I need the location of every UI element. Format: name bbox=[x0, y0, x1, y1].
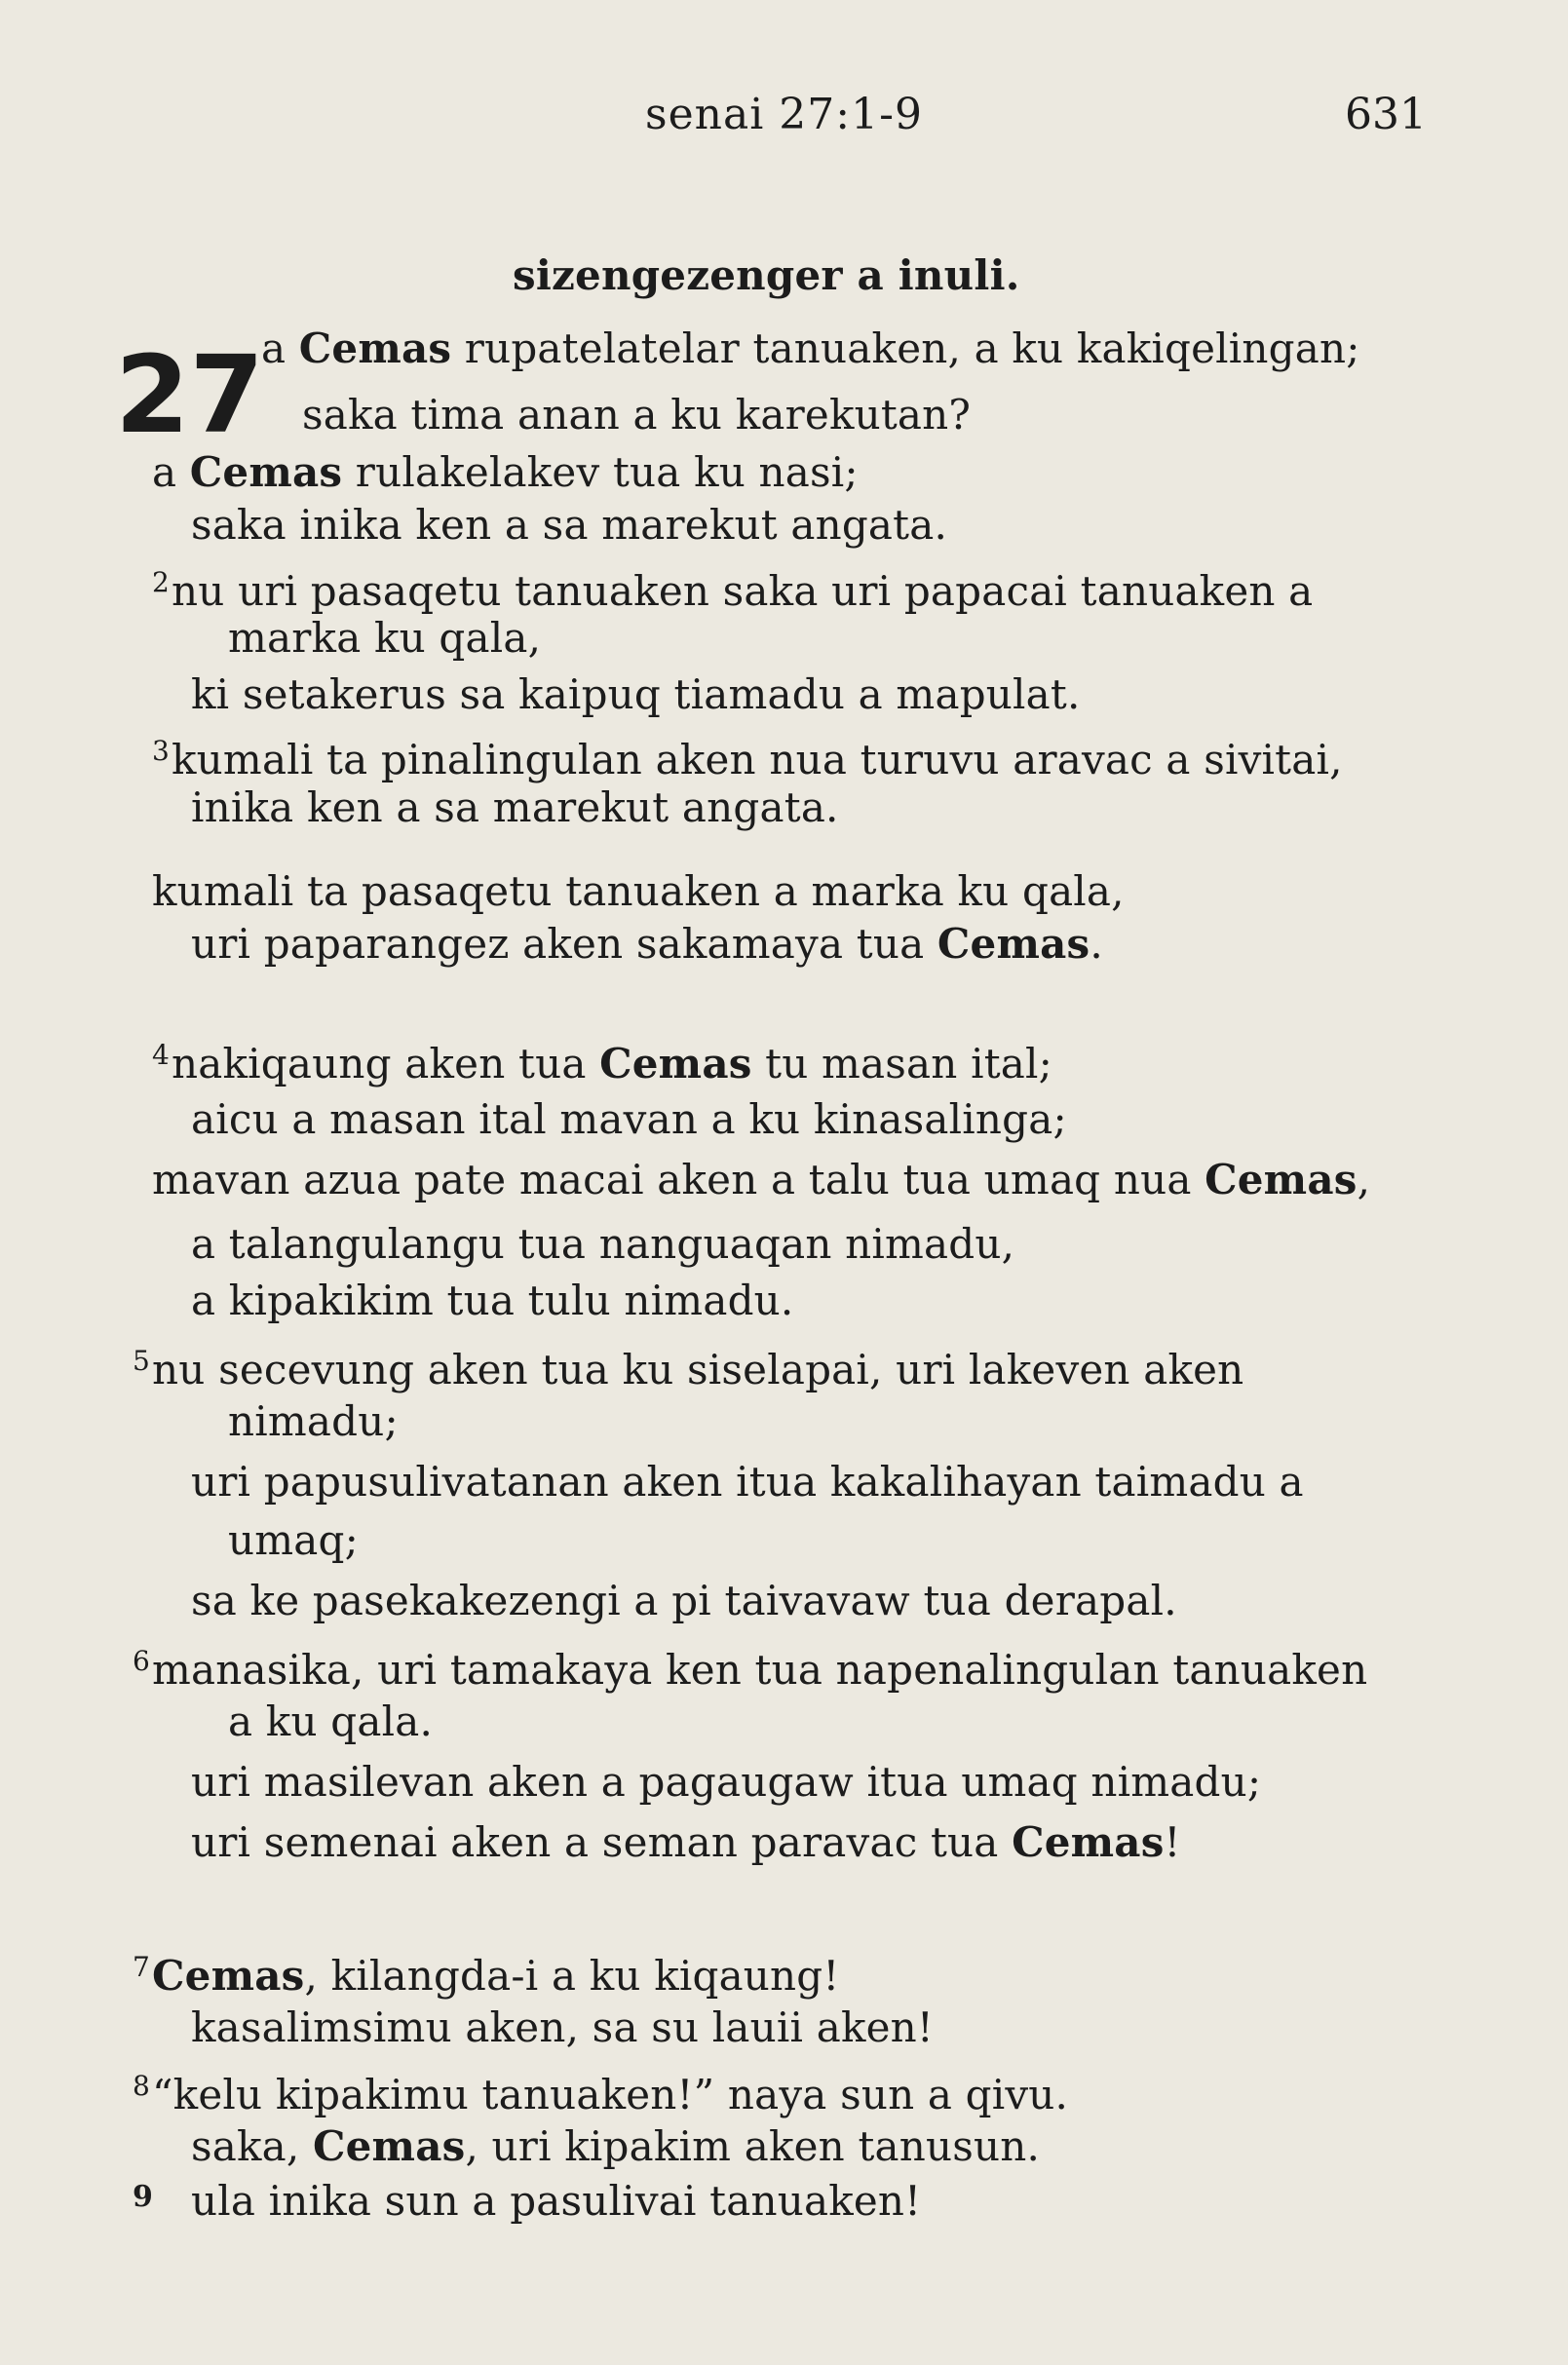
verse-line: ki setakerus sa kaipuq tiamadu a mapulat. bbox=[191, 670, 1081, 718]
verse-line: uri paparangez aken sakamaya tua Cemas. bbox=[191, 920, 1103, 968]
verse-line: saka tima anan a ku karekutan? bbox=[302, 391, 972, 439]
verse-number: 8 bbox=[133, 2070, 151, 2102]
verse-line: a Cemas rupatelatelar tanuaken, a ku kakiqelingan; bbox=[261, 324, 1360, 372]
verse-line: $^3$kumali ta pinalingulan aken nua turuvu aravac a sivitai, bbox=[152, 735, 1343, 783]
verse-number: 7 bbox=[133, 1951, 151, 1983]
verse-line: mavan azua pate macai aken a talu tua umaq nua Cemas, bbox=[152, 1156, 1371, 1203]
verse-line: uri papusulivatanan aken itua kakalihayan taimadu a bbox=[191, 1458, 1304, 1506]
verse-number: 2 bbox=[152, 566, 171, 598]
verse-line: uri semenai aken a seman paravac tua Cemas! bbox=[191, 1818, 1181, 1866]
divine-name: Cemas bbox=[313, 2122, 466, 2170]
verse-line: saka, Cemas, uri kipakim aken tanusun. bbox=[191, 2122, 1041, 2170]
verse-line: kasalimsimu aken, sa su lauii aken! bbox=[191, 2003, 934, 2051]
verse-line: $^7$Cemas, kilangda-i a ku kiqaung! bbox=[133, 1951, 840, 2000]
verse-line: a kipakikim tua tulu nimadu. bbox=[191, 1277, 794, 1324]
running-header: senai 27:1-9 bbox=[645, 90, 923, 139]
page-number: 631 bbox=[1345, 90, 1427, 139]
verse-line: sa ke pasekakezengi a pi taivavaw tua derapal. bbox=[191, 1577, 1177, 1624]
divine-name: Cemas bbox=[152, 1952, 305, 2000]
divine-name: Cemas bbox=[189, 448, 343, 496]
verse-line: sizengezenger a inuli. bbox=[513, 251, 1020, 299]
chapter-number: 27 bbox=[115, 332, 265, 457]
verse-number: 4 bbox=[152, 1039, 171, 1071]
verse-line: a Cemas rulakelakev tua ku nasi; bbox=[152, 448, 859, 496]
verse-line: umaq; bbox=[228, 1516, 359, 1564]
verse-number: 3 bbox=[152, 735, 171, 767]
verse-line: $^6$manasika, uri tamakaya ken tua napenalingulan tanuaken bbox=[133, 1645, 1368, 1694]
verse-line: inika ken a sa marekut angata. bbox=[191, 783, 839, 831]
verse-line: marka ku qala, bbox=[228, 614, 542, 662]
divine-name: Cemas bbox=[1012, 1818, 1165, 1866]
verse-line: $^4$nakiqaung aken tua Cemas tu masan ital; bbox=[152, 1039, 1053, 1087]
verse-line: kumali ta pasaqetu tanuaken a marka ku qala, bbox=[152, 867, 1125, 915]
verse-line: uri masilevan aken a pagaugaw itua umaq nimadu; bbox=[191, 1758, 1262, 1806]
verse-line: a talangulangu tua nanguaqan nimadu, bbox=[191, 1220, 1015, 1268]
divine-name: Cemas bbox=[937, 920, 1090, 968]
verse-line: $^8$“kelu kipakimu tanuaken!” naya sun a qivu. bbox=[133, 2070, 1069, 2118]
verse-line: saka inika ken a sa marekut angata. bbox=[191, 501, 948, 549]
verse-line: a ku qala. bbox=[228, 1697, 433, 1745]
verse-line: $^5$nu secevung aken tua ku siselapai, uri lakeven aken bbox=[133, 1345, 1244, 1393]
verse-number: 6 bbox=[133, 1645, 151, 1677]
divine-name: Cemas bbox=[599, 1040, 752, 1087]
verse-number: 9 bbox=[133, 2180, 153, 2214]
verse-line: nimadu; bbox=[228, 1397, 399, 1445]
verse-line: $^2$nu uri pasaqetu tanuaken saka uri papacai tanuaken a bbox=[152, 566, 1314, 615]
verse-line: aicu a masan ital mavan a ku kinasalinga; bbox=[191, 1095, 1067, 1143]
verse-line: ula inika sun a pasulivai tanuaken! bbox=[191, 2177, 922, 2225]
divine-name: Cemas bbox=[1205, 1156, 1358, 1203]
divine-name: Cemas bbox=[298, 324, 452, 372]
verse-number: 5 bbox=[133, 1345, 151, 1377]
